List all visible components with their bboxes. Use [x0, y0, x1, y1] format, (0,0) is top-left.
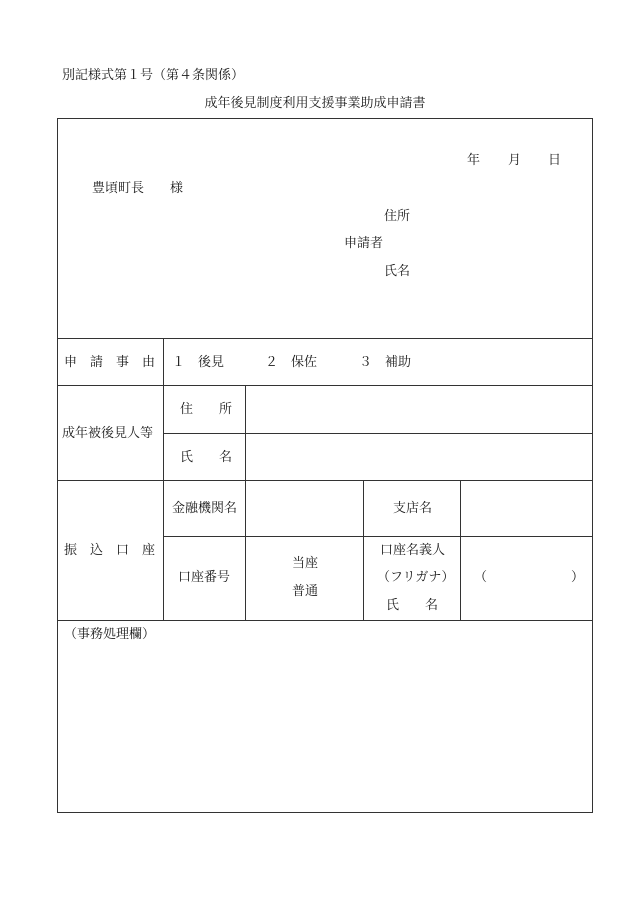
recipient-honorific: 様 [170, 181, 184, 196]
reason-option-guardianship: １ 後見 [172, 355, 225, 370]
document-title: 成年後見制度利用支援事業助成申請書 [204, 96, 426, 111]
table-divider [57, 338, 593, 339]
furigana-paren-close: ） [571, 570, 585, 585]
table-divider [57, 620, 593, 621]
table-border-left [57, 118, 58, 812]
date-day-label: 日 [548, 153, 562, 168]
institution-field[interactable] [246, 481, 362, 535]
reason-option-assistance: ３ 補助 [359, 355, 412, 370]
recipient-name: 豊頃町長 [92, 181, 145, 196]
branch-field[interactable] [461, 481, 592, 535]
applicant-name-label: 氏名 [384, 264, 411, 279]
furigana-field[interactable] [488, 560, 568, 590]
table-border-right [592, 118, 593, 812]
table-border-bottom [57, 812, 593, 813]
account-type-ordinary[interactable]: 普通 [292, 584, 319, 599]
reason-label: 申 請 事 由 [64, 355, 156, 370]
date-year-label: 年 [467, 153, 481, 168]
ward-section-label: 成年被後見人等 [62, 426, 154, 441]
office-use-label: （事務処理欄） [64, 627, 156, 642]
date-month-label: 月 [508, 153, 522, 168]
institution-label: 金融機関名 [172, 501, 238, 516]
ward-name-label: 氏 名 [180, 450, 233, 465]
ward-address-label: 住 所 [180, 402, 233, 417]
ward-address-field[interactable] [246, 386, 592, 432]
account-holder-name-label: 氏 名 [386, 598, 439, 613]
form-number: 別記様式第１号（第４条関係） [62, 68, 245, 83]
applicant-address-label: 住所 [384, 209, 411, 224]
furigana-paren-open: （ [474, 570, 488, 585]
branch-label: 支店名 [393, 501, 433, 516]
reason-option-curatorship: ２ 保佐 [265, 355, 318, 370]
table-column-divider [163, 338, 164, 620]
account-holder-label: 口座名義人 [380, 543, 446, 558]
applicant-label: 申請者 [344, 236, 384, 251]
ward-name-field[interactable] [246, 434, 592, 479]
account-type-current[interactable]: 当座 [292, 556, 319, 571]
table-border-top [57, 118, 593, 119]
table-column-divider [363, 480, 364, 620]
account-number-label: 口座番号 [178, 570, 231, 585]
bank-section-label: 振 込 口 座 [64, 543, 156, 558]
furigana-label: （フリガナ） [377, 570, 455, 585]
table-divider [163, 536, 593, 537]
